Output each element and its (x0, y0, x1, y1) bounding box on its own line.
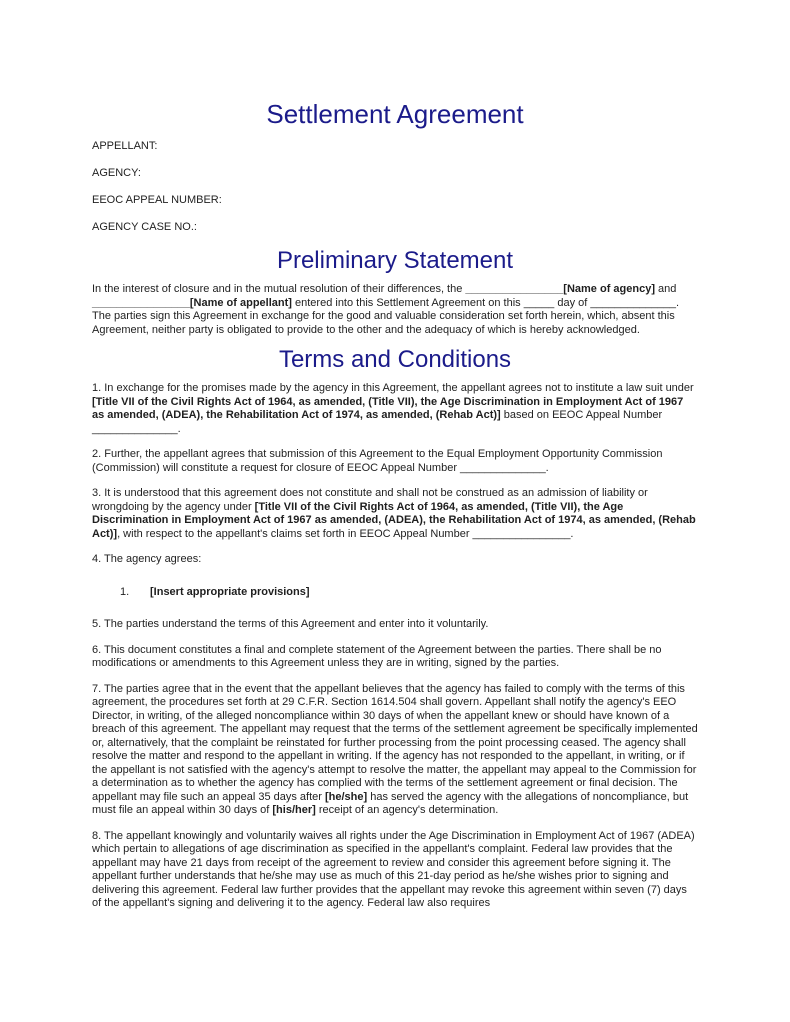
field-label-agency: AGENCY: (92, 167, 141, 179)
field-label-agency-case-no: AGENCY CASE NO.: (92, 221, 197, 233)
document-title: Settlement Agreement (266, 99, 524, 129)
paragraph-2: 2. Further, the appellant agrees that submission of this Agreement to the Equal Employment Opportunity Commission (Commission) will constitute a request for closure of EEOC Appeal Number ______________. (92, 448, 663, 474)
paragraph-6: 6. This document constitutes a final and complete statement of the Agreement between the parties. There shall be no modifications or amendments to this Agreement unless they are in writing, signed by the parties. (92, 643, 662, 669)
provision-text: [Insert appropriate provisions] (150, 585, 310, 598)
field-label-appellant: APPELLANT: (92, 140, 158, 152)
provision-number: 1. (120, 585, 130, 598)
section-heading-terms-and-conditions: Terms and Conditions (278, 346, 512, 373)
paragraph-4: 4. The agency agrees: (92, 553, 202, 565)
paragraph-5: 5. The parties understand the terms of this Agreement and enter into it voluntarily. (92, 618, 489, 630)
paragraph-3: 3. It is understood that this agreement does not constitute and shall not be construed as an admission of liability or wrongdoing by the agency under [Title VII of the Civil Rights Act of 1964, as amended, (Title VII), the Age Discrimination in Employment Act of 1967 as amended, (ADEA), the Rehabilitation Act of 1974, as amended, (Rehab Act)], with respect to the appellant's claims set forth in EEOC Appeal Number ________________. (92, 487, 696, 540)
paragraph-1: 1. In exchange for the promises made by the agency in this Agreement, the appellant agrees not to institute a law suit under [Title VII of the Civil Rights Act of 1964, as amended, (Title VII), the Age Discrimination in Employment Act of 1967 as amended, (ADEA), the Rehabilitation Act of 1974, as amended, (Rehab Act)] based on EEOC Appeal Number ______________. (92, 382, 694, 435)
paragraph-8: 8. The appellant knowingly and voluntarily waives all rights under the Age Discrimination in Employment Act of 1967 (ADEA) which pertain to allegations of age discrimination as specified in the appellant's complaint. Federal law provides that the appellant may have 21 days from receipt of the agreement to review and consider this agreement before signing it. The appellant further understands that he/she may use as much of this 21-day period as he/she wishes prior to signing and delivering this agreement. Federal law further provides that the appellant may revoke this agreement within seven (7) days of the appellant's signing and delivering it to the agency. Federal law also requires (92, 829, 695, 909)
preliminary-paragraph: In the interest of closure and in the mutual resolution of their differences, the ________________[Name of agency] and ________________[Name of appellant] entered into this Settlement Agreement on this _____ day of ______________. The parties sign this Agreement in exchange for the good and valuable consideration set forth herein, which, absent this Agreement, neither party is obligated to provide to the other and the adequacy of which is hereby acknowledged. (92, 283, 680, 336)
field-label-eeoc-appeal-number: EEOC APPEAL NUMBER: (92, 194, 222, 206)
paragraph-7: 7. The parties agree that in the event that the appellant believes that the agency has failed to comply with the terms of this agreement, the procedures set forth at 29 C.F.R. Section 1614.504 shall govern. Appellant shall notify the agency's EEO Director, in writing, of the alleged noncompliance within 30 days of when the appellant knew or should have known of a breach of this agreement. The appellant may request that the terms of the settlement agreement be specifically implemented or, alternatively, that the complaint be reinstated for further processing from the point processing ceased. The agency shall resolve the matter and respond to the appellant in writing. If the agency has not responded to the appellant, in writing, or if the appellant is not satisfied with the agency's attempt to resolve the matter, the appellant may appeal to the Commission for a determination as to whether the agency has complied with the terms of the settlement agreement or final decision. The appellant may file such an appeal 35 days after [he/she] has served the agency with the allegations of noncompliance, but must file an appeal within 30 days of [his/her] receipt of an agency's determination. (92, 682, 698, 816)
section-heading-preliminary-statement: Preliminary Statement (276, 247, 514, 274)
provision-list-item (120, 586, 698, 600)
